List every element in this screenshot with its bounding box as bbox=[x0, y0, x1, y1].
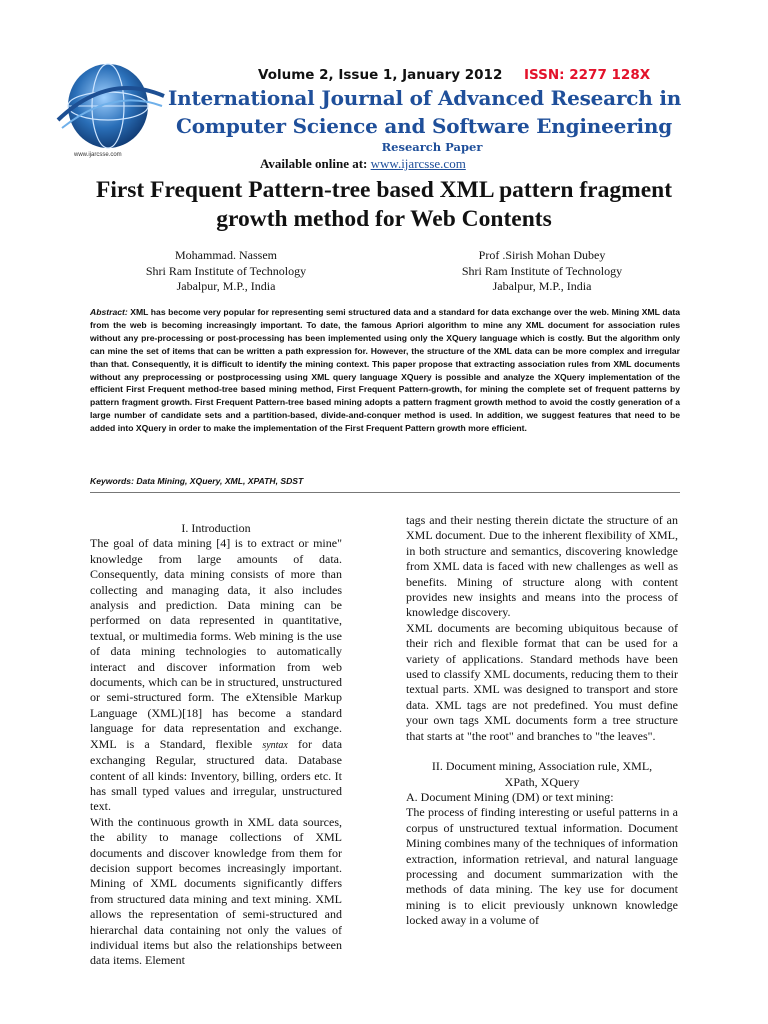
section-heading: II. Document mining, Association rule, XML, bbox=[431, 759, 653, 774]
author-location: Jabalpur, M.P., India bbox=[492, 279, 592, 293]
abstract-text: XML has become very popular for representing semi structured data and a standard for data exchange over the web. Mining XML data from the web is becoming increasingly important. To date, the famous Apriori algorithm to mine any XML document for association rules without any pre-processing or post-processing has been implemented using only the XQuery language which is costly. But the algorithm only can mine the set of items that can be written a path expression for. However, the structure of the XML data can be more complex and irregular than that. Consequently, it is difficult to identify the mining context. This paper propose that extracting association rules from XML documents without any preprocessing or postprocessing using XML query language XQuery is possible and analyze the XQuery implementation of the efficient First Frequent method-tree based mining method, First Frequent Pattern-growth, for mining the complete set of frequent patterns by pattern fragment growth. First Frequent Pattern-tree based mining adopts a pattern fragment growth method to avoid the costly generation of a large number of candidate sets and a partition-based, divide-and-conquer method is used. In addition, we suggest features that need to be added into XQuery in order to make the implementation of the First Frequent Pattern growth more efficient. bbox=[90, 307, 680, 434]
author-name: Prof .Sirish Mohan Dubey bbox=[478, 248, 606, 262]
keywords: Keywords: Data Mining, XQuery, XML, XPATH, SDST bbox=[90, 476, 304, 486]
author-affiliation: Shri Ram Institute of Technology bbox=[461, 263, 623, 278]
journal-link[interactable]: www.ijarcsse.com bbox=[370, 156, 466, 171]
title-line-1: First Frequent Pattern-tree based XML pattern fragment bbox=[95, 177, 673, 203]
author-2 bbox=[422, 248, 662, 295]
subsection-heading: A. Document Mining (DM) or text mining: bbox=[406, 789, 614, 804]
column-right bbox=[406, 513, 678, 929]
title-line-2: growth method for Web Contents bbox=[216, 206, 552, 232]
paragraph: tags and their nesting therein dictate the structure of an XML document. Due to the inherent flexibility of XML, in both structure and semantics, discovering knowledge from XML data is faced with new challenges as well as benefits. Mining of structure along with content provides new insights and means into the process of knowledge discovery. bbox=[406, 513, 678, 620]
available-online bbox=[260, 156, 466, 172]
author-name: Mohammad. Nassem bbox=[175, 248, 277, 262]
journal-name-line1: International Journal of Advanced Research in bbox=[168, 86, 682, 110]
paragraph: The process of finding interesting or useful patterns in a corpus of unstructured textual information. Document Mining combines many of the techniques of information extraction, information retrieval, and natural language processing and document summarization with the methods of data mining. The key use for document mining is to elicit previously unknown knowledge locked away in a volume of bbox=[406, 805, 678, 928]
paragraph: XML documents are becoming ubiquitous because of their rich and flexible format that can be used for a variety of applications. Standard methods have been used to classify XML documents, reducing them to their textual parts. XML was designed to transport and store data. XML tags are not predefined. You must define your own tags XML documents form a tree structure that starts at "the root" and branches to "the leaves". bbox=[406, 620, 678, 743]
section-heading: I. Introduction bbox=[181, 521, 251, 535]
available-label: Available online at: bbox=[260, 156, 368, 171]
abstract bbox=[90, 306, 680, 435]
paper-title bbox=[40, 176, 728, 234]
paragraph bbox=[90, 536, 342, 814]
logo-url: www.ijarcsse.com bbox=[74, 152, 122, 158]
paragraph: With the continuous growth in XML data sources, the ability to manage collections of XML documents and discover knowledge from them for decision support becomes increasingly important. Mining of XML documents significantly differs from structured data mining and text mining. XML allows the representation of semi-structured and hierarchal data containing not only the values of individual items but also the relationships between data items. Element bbox=[90, 814, 342, 968]
spacer bbox=[406, 744, 678, 759]
journal-name-line2: Computer Science and Software Engineering bbox=[176, 114, 673, 138]
italic-term: syntax bbox=[262, 739, 288, 751]
section-heading: XPath, XQuery bbox=[504, 774, 580, 789]
divider bbox=[90, 492, 680, 493]
author-affiliation: Shri Ram Institute of Technology bbox=[145, 263, 307, 278]
author-1 bbox=[106, 248, 346, 295]
paragraph-text: The goal of data mining [4] is to extract or mine" knowledge from large amounts of data. Consequently, data mining consists of more than collecting and managing data, it also includes analysis and prediction. Data mining can be performed on data represented in quantitative, textual, or multimedia forms. Web mining is the use of data mining technologies to automatically interact and discover information from web documents, which can be in structured, unstructured or semi-structured form. The eXtensible Markup Language (XML)[18] has become a standard language for data representation and exchange. XML is a Standard, flexible bbox=[90, 536, 342, 751]
paragraph-text: for data exchanging Regular, structured data. Database content of all kinds: Inventory, billing, orders etc. It has small typed values and irregular, unstructured text. bbox=[90, 736, 343, 814]
abstract-label: Abstract: bbox=[90, 307, 128, 317]
issn: ISSN: 2277 128X bbox=[524, 67, 651, 83]
author-location: Jabalpur, M.P., India bbox=[176, 279, 276, 293]
volume-issue: Volume 2, Issue 1, January 2012 bbox=[258, 67, 503, 83]
paper-type: Research Paper bbox=[381, 140, 483, 154]
column-left bbox=[90, 521, 342, 969]
